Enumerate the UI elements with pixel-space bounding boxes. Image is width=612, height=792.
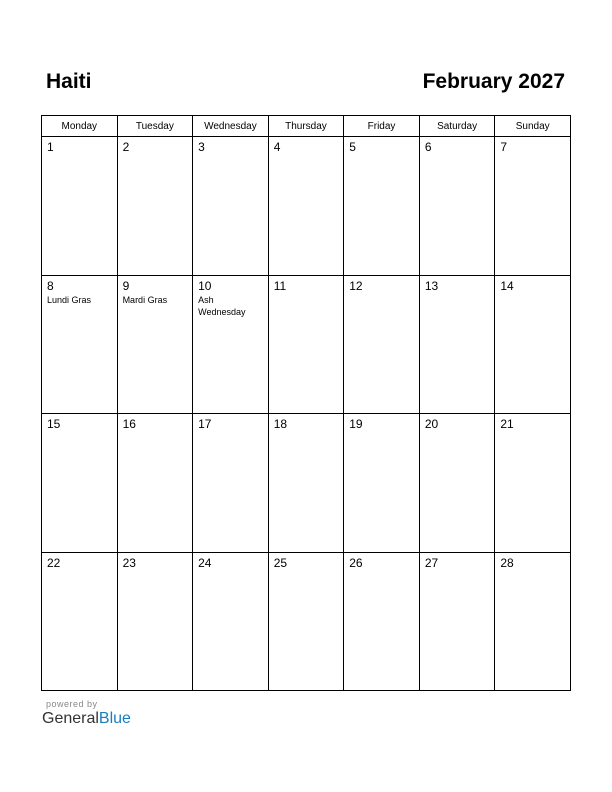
day-cell (419, 275, 495, 414)
day-number: 8 (47, 278, 54, 293)
day-cell (344, 275, 420, 414)
weekday-header: Tuesday (117, 116, 193, 137)
day-cell (42, 275, 118, 414)
month-year-title: February 2027 (422, 70, 565, 93)
day-cell (42, 552, 118, 691)
day-number: 14 (500, 278, 514, 293)
day-number: 17 (198, 417, 212, 431)
day-cell (344, 414, 420, 553)
day-number: 13 (424, 278, 439, 293)
day-number: 27 (424, 555, 439, 570)
day-number: 18 (273, 417, 288, 431)
weekday-header-row (42, 116, 571, 137)
day-cell (495, 552, 571, 691)
day-cell (268, 275, 344, 414)
day-cell (344, 137, 420, 276)
day-number: 3 (198, 140, 205, 154)
day-cell (117, 275, 193, 414)
day-number: 5 (349, 140, 356, 154)
day-cell (419, 552, 495, 691)
day-number: 22 (47, 555, 61, 570)
footer-branding (42, 699, 131, 728)
day-number: 23 (122, 555, 136, 570)
country-title: Haiti (46, 70, 92, 93)
day-cell (268, 137, 344, 276)
day-number: 20 (424, 417, 439, 431)
day-cell (117, 414, 193, 553)
day-number: 25 (273, 555, 288, 570)
weekday-header: Monday (42, 116, 118, 137)
day-number: 9 (122, 278, 130, 293)
holiday-label: Ash Wednesday (198, 294, 246, 317)
powered-by-label: powered by (46, 699, 98, 709)
day-number: 15 (47, 417, 61, 431)
weekday-header: Thursday (268, 116, 344, 137)
brand-name-part1: General (42, 710, 99, 727)
day-cell (268, 552, 344, 691)
day-cell (193, 414, 269, 553)
day-cell (42, 137, 118, 276)
holiday-label: Mardi Gras (122, 294, 168, 305)
day-cell (193, 275, 269, 414)
day-cell (344, 552, 420, 691)
brand-name-part2: Blue (98, 710, 131, 727)
day-number: 4 (273, 140, 281, 154)
day-cell (419, 137, 495, 276)
week-row (42, 414, 571, 553)
day-number: 1 (47, 140, 54, 154)
week-row (42, 552, 571, 691)
day-number: 21 (500, 417, 514, 431)
day-number: 2 (122, 140, 130, 154)
day-cell (193, 552, 269, 691)
day-number: 7 (500, 140, 508, 154)
day-cell (117, 137, 193, 276)
day-number: 28 (500, 555, 514, 570)
calendar-grid (41, 115, 571, 691)
day-number: 26 (349, 555, 363, 570)
weekday-header: Sunday (495, 116, 571, 137)
day-number: 12 (349, 278, 363, 293)
day-cell (42, 414, 118, 553)
day-number: 10 (198, 278, 212, 293)
day-number: 16 (122, 417, 136, 431)
day-cell (495, 414, 571, 553)
weekday-header: Friday (344, 116, 420, 137)
day-cell (117, 552, 193, 691)
week-row (42, 137, 571, 276)
week-row (42, 275, 571, 414)
day-cell (495, 137, 571, 276)
day-number: 19 (349, 417, 363, 431)
brand-logo[interactable] (42, 710, 131, 728)
day-number: 11 (273, 278, 287, 293)
day-cell (268, 414, 344, 553)
weekday-header: Wednesday (193, 116, 269, 137)
day-cell (495, 275, 571, 414)
day-number: 24 (198, 555, 212, 570)
holiday-label: Lundi Gras (47, 294, 92, 305)
day-cell (419, 414, 495, 553)
weekday-header: Saturday (419, 116, 495, 137)
day-number: 6 (424, 140, 432, 154)
day-cell (193, 137, 269, 276)
